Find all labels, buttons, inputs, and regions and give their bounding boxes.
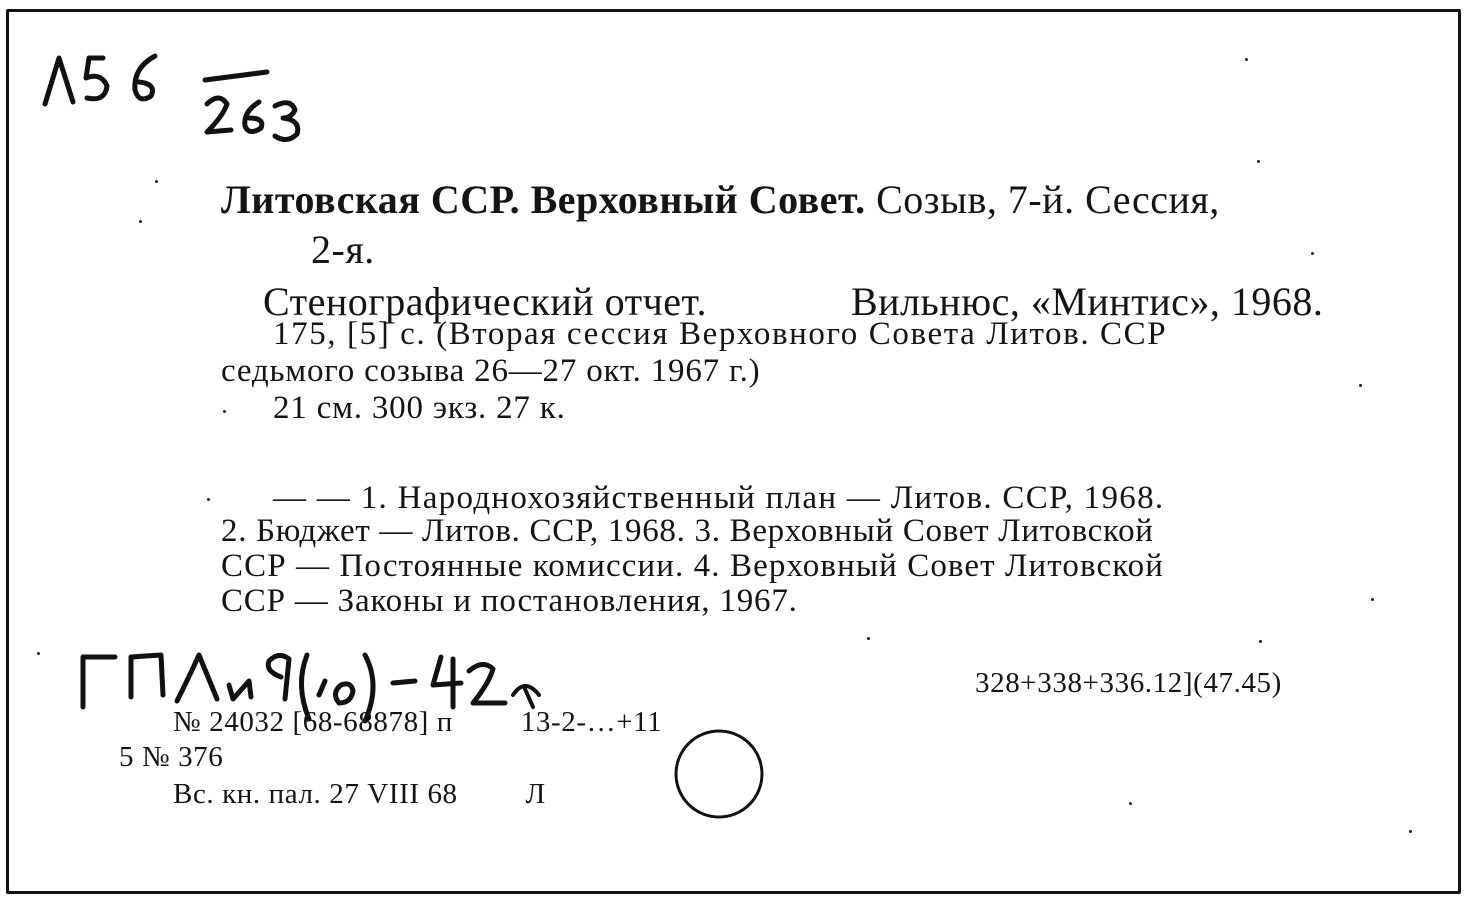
speck — [1259, 640, 1262, 643]
subjects-line-4: ССР — Законы и постановления, 1967. — [221, 583, 798, 619]
speck — [867, 637, 870, 640]
handwritten-shelfmark — [29, 32, 349, 162]
speck — [1359, 384, 1362, 387]
registry-line-1 — [173, 708, 662, 737]
collation-line-2: седьмого созыва 26—27 окт. 1967 г.) — [221, 353, 761, 389]
catalog-card — [6, 9, 1461, 894]
heading-line-1 — [221, 177, 1220, 222]
stamp-letter: Л — [525, 778, 546, 810]
heading-line-2: 2-я. — [311, 227, 375, 272]
registry-number: № 24032 [68-68878] п — [173, 706, 453, 738]
speck — [207, 498, 210, 501]
stamp-circle — [669, 724, 769, 824]
speck — [37, 652, 40, 655]
classification: 328+338+336.12](47.45) — [975, 667, 1282, 699]
speck — [1129, 802, 1132, 805]
speck — [1311, 252, 1314, 255]
collation-line-3: 21 см. 300 экз. 27 к. — [273, 390, 566, 426]
speck — [1257, 160, 1260, 163]
subjects-line-3: ССР — Постоянные комиссии. 4. Верховный Совет Литовской — [221, 548, 1165, 584]
title: Стенографический отчет. — [263, 279, 707, 324]
speck — [155, 180, 158, 183]
book-chamber-date: Вс. кн. пал. 27 VIII 68 — [173, 778, 458, 810]
handwritten-call-number — [69, 637, 629, 757]
speck — [1245, 58, 1248, 61]
registry-line-3 — [173, 780, 546, 809]
registry-tail: 13-2-…+11 — [520, 706, 663, 738]
subjects-line-1: — — 1. Народнохозяйственный план — Литов. ССР, 1968. — [273, 480, 1165, 516]
heading-session: Созыв, 7-й. Сессия, — [876, 177, 1220, 222]
registry-line-2: 5 № 376 — [119, 741, 224, 773]
subjects-line-2: 2. Бюджет — Литов. ССР, 1968. 3. Верховный Совет Литовской — [221, 513, 1154, 549]
speck — [1409, 830, 1412, 833]
collation-line-1: 175, [5] с. (Вторая сессия Верховного Совета Литов. ССР — [273, 316, 1168, 352]
imprint: Вильнюс, «Минтис», 1968. — [851, 279, 1324, 324]
speck — [139, 220, 142, 223]
speck — [223, 410, 226, 413]
corporate-author: Литовская ССР. Верховный Совет. — [221, 177, 866, 222]
speck — [1371, 598, 1374, 601]
